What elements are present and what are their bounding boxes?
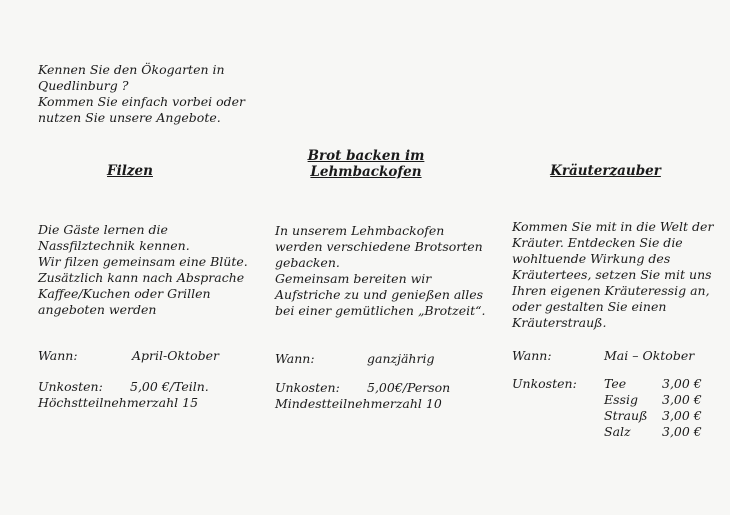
when-value: April-Oktober: [132, 348, 219, 363]
description-line: bei einer gemütlichen „Brotzeit“.: [275, 303, 486, 318]
intro-line: nutzen Sie unsere Angebote.: [38, 110, 221, 125]
description-line: Aufstriche zu und genießen alles: [275, 287, 484, 302]
description-kraeuterzauber: [512, 219, 713, 331]
when-value: Mai – Oktober: [604, 348, 695, 363]
heading-kraeuterzauber: Kräuterzauber: [550, 163, 661, 179]
description-line: Kaffee/Kuchen oder Grillen: [38, 286, 211, 301]
when-label: Wann:: [512, 348, 552, 363]
description-line: Nassfilztechnik kennen.: [38, 238, 190, 253]
description-line: angeboten werden: [38, 302, 157, 317]
description-line: Kräuterstrauß.: [512, 315, 607, 330]
when-label: Wann:: [38, 348, 78, 363]
cost-value: 5,00 €/Teiln.: [130, 379, 209, 394]
intro-text: [38, 62, 245, 126]
description-line: Ihren eigenen Kräuteressig an,: [512, 283, 710, 298]
cost-item-price: 3,00 €: [662, 392, 702, 407]
min-participants-brot-backen: Mindestteilnehmerzahl 10: [275, 396, 442, 411]
description-brot-backen: [275, 223, 486, 319]
description-line: Kommen Sie mit in die Welt der: [512, 219, 714, 234]
description-line: Wir filzen gemeinsam eine Blüte.: [38, 254, 248, 269]
intro-line: Kennen Sie den Ökogarten in: [38, 62, 225, 77]
cost-item-name: Salz: [604, 424, 631, 439]
description-line: Gemeinsam bereiten wir: [275, 271, 432, 286]
description-line: oder gestalten Sie einen: [512, 299, 667, 314]
cost-label: Unkosten:: [275, 380, 340, 395]
intro-line: Quedlinburg ?: [38, 78, 129, 93]
when-label: Wann:: [275, 351, 315, 366]
description-line: Kräutertees, setzen Sie mit uns: [512, 267, 712, 282]
heading-filzen: Filzen: [107, 163, 153, 179]
cost-item-name: Tee: [604, 376, 627, 391]
cost-label: Unkosten:: [512, 376, 577, 391]
when-value: ganzjährig: [367, 351, 435, 366]
cost-item-price: 3,00 €: [662, 408, 702, 423]
description-line: Zusätzlich kann nach Absprache: [38, 270, 245, 285]
description-line: gebacken.: [275, 255, 340, 270]
cost-item-name: Essig: [604, 392, 638, 407]
cost-item-name: Strauß: [604, 408, 648, 423]
description-line: wohltuende Wirkung des: [512, 251, 671, 266]
cost-item-price: 3,00 €: [662, 424, 702, 439]
heading-brot-backen: Brot backen im Lehmbackofen: [307, 148, 425, 180]
description-line: werden verschiedene Brotsorten: [275, 239, 483, 254]
description-line: Kräuter. Entdecken Sie die: [512, 235, 683, 250]
max-participants-filzen: Höchstteilnehmerzahl 15: [38, 395, 199, 410]
description-line: Die Gäste lernen die: [38, 222, 168, 237]
description-filzen: [38, 222, 248, 318]
cost-item-price: 3,00 €: [662, 376, 702, 391]
cost-table-kraeuterzauber: [512, 376, 712, 446]
cost-label: Unkosten:: [38, 379, 103, 394]
description-line: In unserem Lehmbackofen: [275, 223, 445, 238]
cost-value: 5,00€/Person: [367, 380, 451, 395]
intro-line: Kommen Sie einfach vorbei oder: [38, 94, 245, 109]
